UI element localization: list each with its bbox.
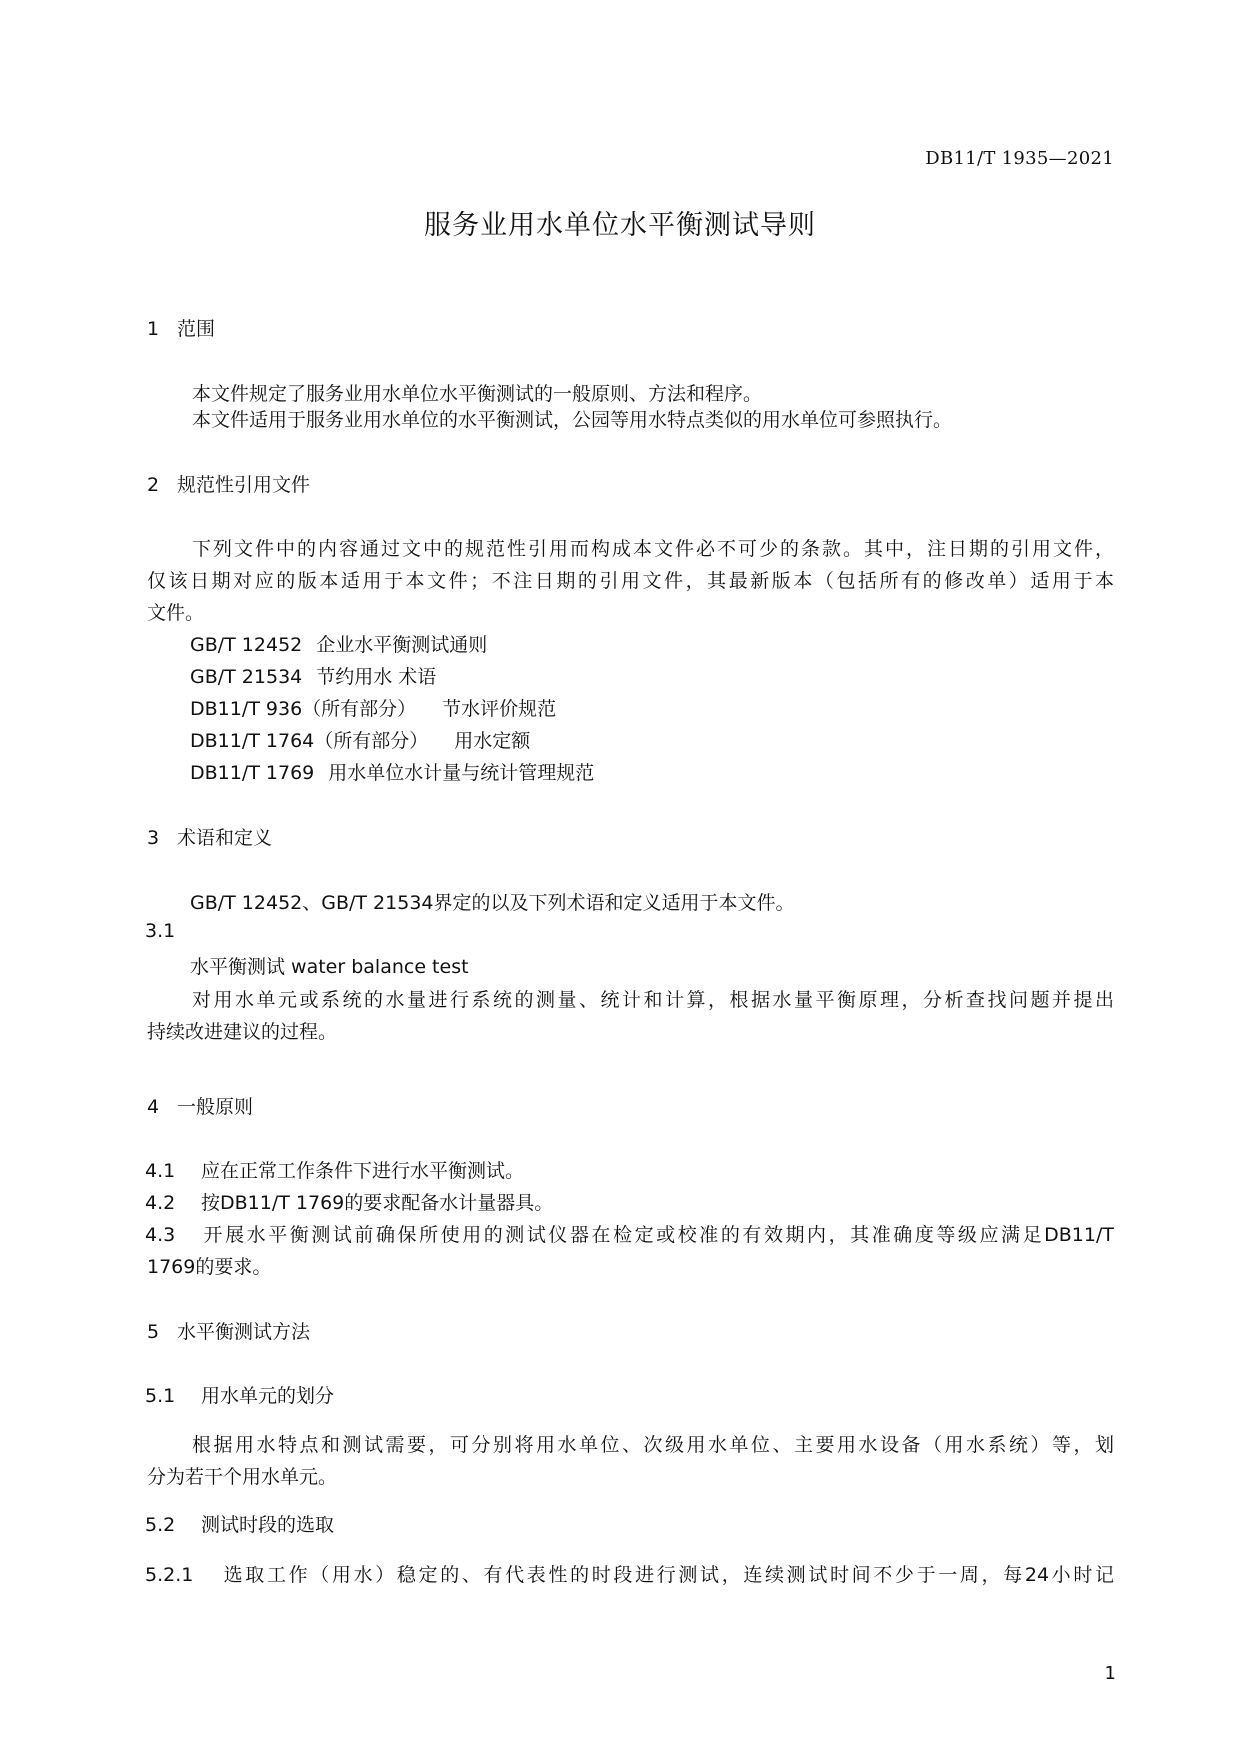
- section-number: 4: [147, 1096, 160, 1118]
- paragraph-line: 仅该日期对应的版本适用于本文件；不注日期的引用文件，其最新版本（包括所有的修改单）适用于本: [147, 570, 1114, 592]
- term-number: 3.1: [145, 920, 176, 942]
- definition-line: 对用水单元或系统的水量进行系统的测量、统计和计算，根据水量平衡原理，分析查找问题并提出: [192, 989, 1114, 1011]
- section-number: 3: [147, 827, 160, 849]
- clause-text: 选取工作（用水）稳定的、有代表性的时段进行测试，连续测试时间不少于一周，每24小时记: [221, 1564, 1114, 1586]
- reference-title: 用水单位水计量与统计管理规范: [328, 762, 595, 784]
- reference-title: 用水定额: [454, 730, 531, 752]
- clause-5-2-1: [145, 1560, 1114, 1587]
- subsection-number: 5.2: [145, 1514, 176, 1536]
- document-title: 服务业用水单位水平衡测试导则: [424, 210, 816, 241]
- document-id: DB11/T 1935—2021: [925, 148, 1114, 169]
- section-title: 范围: [177, 318, 216, 340]
- clause-number: 4.2: [145, 1192, 176, 1214]
- clause-continuation: 1769的要求。: [147, 1256, 272, 1278]
- section-title: 水平衡测试方法: [177, 1321, 311, 1343]
- reference-code: DB11/T 1769: [190, 762, 315, 784]
- section-5-heading: [147, 1317, 310, 1344]
- paragraph: 本文件规定了服务业用水单位水平衡测试的一般原则、方法和程序。: [192, 383, 763, 405]
- clause-number: 5.2.1: [145, 1564, 194, 1586]
- section-3-heading: [147, 823, 272, 850]
- reference-item: [190, 758, 594, 785]
- reference-title: 节约用水 术语: [316, 666, 437, 688]
- subsection-title: 用水单元的划分: [201, 1385, 335, 1407]
- clause-number: 4.3: [145, 1224, 176, 1246]
- reference-code: DB11/T 936（所有部分）: [190, 698, 417, 720]
- reference-title: 企业水平衡测试通则: [316, 634, 488, 656]
- section-number: 1: [147, 318, 160, 340]
- subsection-title: 测试时段的选取: [201, 1514, 335, 1536]
- definition-line: 持续改进建议的过程。: [147, 1021, 338, 1043]
- clause-text: 应在正常工作条件下进行水平衡测试。: [201, 1160, 525, 1182]
- reference-item: [190, 630, 487, 657]
- section-title: 术语和定义: [177, 827, 273, 849]
- paragraph-line: 下列文件中的内容通过文中的规范性引用而构成本文件必不可少的条款。其中，注日期的引用文件，: [192, 538, 1114, 560]
- clause-item: [145, 1156, 524, 1183]
- reference-code: GB/T 12452: [190, 634, 303, 656]
- reference-item: [190, 662, 436, 689]
- page-number: 1: [1104, 1663, 1116, 1684]
- paragraph-line: 根据用水特点和测试需要，可分别将用水单位、次级用水单位、主要用水设备（用水系统）等，划: [192, 1434, 1114, 1456]
- section-title: 规范性引用文件: [177, 474, 311, 496]
- paragraph-line: 文件。: [147, 602, 205, 624]
- subsection-number: 5.1: [145, 1385, 176, 1407]
- term-entry: 水平衡测试 water balance test: [190, 956, 469, 978]
- section-4-heading: [147, 1092, 253, 1119]
- clause-item: [145, 1220, 1114, 1247]
- section-2-heading: [147, 470, 310, 497]
- reference-title: 节水评价规范: [442, 698, 557, 720]
- paragraph: GB/T 12452、GB/T 21534界定的以及下列术语和定义适用于本文件。: [190, 892, 795, 914]
- reference-code: GB/T 21534: [190, 666, 303, 688]
- section-number: 2: [147, 474, 160, 496]
- reference-item: [190, 726, 530, 753]
- subsection-5-2-heading: [145, 1510, 334, 1537]
- section-1-heading: [147, 314, 215, 341]
- clause-text: 开展水平衡测试前确保所使用的测试仪器在检定或校准的有效期内，其准确度等级应满足DB11/T: [201, 1224, 1114, 1246]
- section-title: 一般原则: [177, 1096, 254, 1118]
- clause-number: 4.1: [145, 1160, 176, 1182]
- section-number: 5: [147, 1321, 160, 1343]
- paragraph: 本文件适用于服务业用水单位的水平衡测试，公园等用水特点类似的用水单位可参照执行。: [192, 409, 953, 431]
- paragraph-line: 分为若干个用水单元。: [147, 1466, 338, 1488]
- clause-item: [145, 1188, 553, 1215]
- subsection-5-1-heading: [145, 1381, 334, 1408]
- reference-code: DB11/T 1764（所有部分）: [190, 730, 429, 752]
- clause-text: 按DB11/T 1769的要求配备水计量器具。: [201, 1192, 554, 1214]
- reference-item: [190, 694, 556, 721]
